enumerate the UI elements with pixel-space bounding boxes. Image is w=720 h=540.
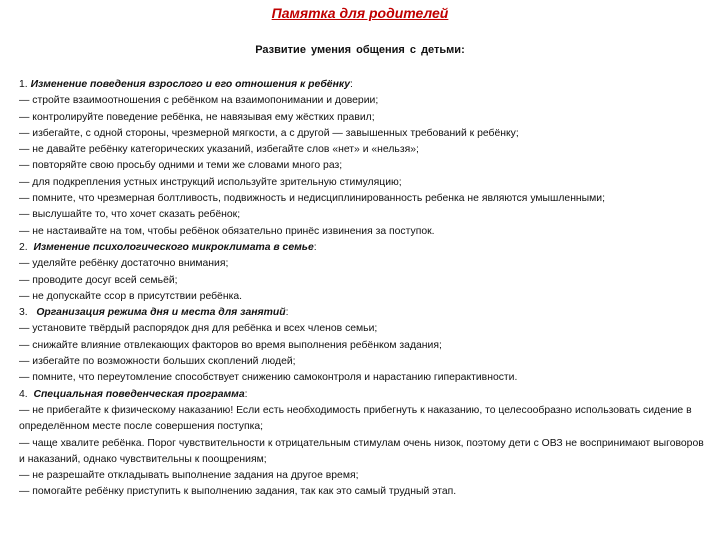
list-item: — повторяйте свою просьбу одними и теми же словами много раз;	[19, 160, 343, 172]
list-item: — не допускайте ссор в присутствии ребёнка.	[19, 290, 243, 302]
list-item: — для подкрепления устных инструкций используйте зрительную стимуляцию;	[19, 176, 402, 188]
section-title: Специальная поведенческая программа	[33, 388, 245, 400]
list-item: — избегайте, с одной стороны, чрезмерной мягкости, а с другой — завышенных требований к ребёнку;	[19, 127, 519, 139]
list-item: — не прибегайте к физическому наказанию! Если есть необходимость прибегнуть к наказанию, то целесообразно использовать сидение в определённом месте после совершения поступка;	[19, 404, 692, 433]
subtitle: Развитие умения общения с детьми:	[255, 44, 465, 56]
section-title: Изменение поведения взрослого и его отношения к ребёнку	[30, 79, 351, 90]
section-title: Изменение психологического микроклимата в семье	[33, 241, 314, 253]
list-item: — помогайте ребёнку приступить к выполнению задания, так как это самый трудный этап.	[19, 486, 457, 498]
list-item: — чаще хвалите ребёнка. Порог чувствительности к отрицательным стимулам очень низок, поэтому дети с ОВЗ не воспринимают выговоров и наказаний, однако чувствительны к поощрениям;	[19, 437, 704, 465]
section-number: 2.	[19, 241, 28, 253]
list-item: — избегайте по возможности больших скоплений людей;	[19, 356, 296, 368]
list-item: — не давайте ребёнку категорических указаний, избегайте слов «нет» и «нельзя»;	[19, 144, 419, 156]
section-number: 3.	[19, 307, 28, 319]
list-item: — выслушайте то, что хочет сказать ребёнок;	[19, 209, 241, 221]
section-heading: 2. Изменение психологического микроклимата в семье:	[19, 241, 317, 253]
list-item: — контролируйте поведение ребёнка, не навязывая ему жёстких правил;	[19, 111, 375, 123]
list-item: — не разрешайте откладывать выполнение задания на другое время;	[19, 470, 359, 482]
list-item: — помните, что переутомление способствует снижению самоконтроля и нарастанию гиперактивности.	[19, 372, 518, 384]
page-title: Памятка для родителей	[271, 5, 449, 21]
section-heading: 1. Изменение поведения взрослого и его отношения к ребёнку:	[19, 79, 353, 90]
list-item: — уделяйте ребёнку достаточно внимания;	[19, 258, 229, 270]
section-number: 4.	[19, 388, 28, 400]
list-item: — помните, что чрезмерная болтливость, подвижность и недисциплинированность ребенка не являются умышленными;	[19, 193, 605, 205]
list-item: — установите твёрдый распорядок дня для ребёнка и всех членов семьи;	[19, 323, 378, 335]
section-title: Организация режима дня и места для занятий	[36, 307, 286, 319]
section-heading: 4. Специальная поведенческая программа:	[19, 388, 248, 400]
list-item: — не настаивайте на том, чтобы ребёнок обязательно принёс извинения за поступок.	[19, 225, 435, 237]
memo-body	[19, 77, 711, 501]
section-heading: 3. Организация режима дня и места для занятий:	[19, 307, 289, 319]
list-item: — проводите досуг всей семьёй;	[19, 274, 178, 286]
list-item: — снижайте влияние отвлекающих факторов во время выполнения ребёнком задания;	[19, 339, 442, 351]
section-number: 1.	[19, 79, 28, 90]
list-item: — стройте взаимоотношения с ребёнком на взаимопонимании и доверии;	[19, 95, 379, 107]
